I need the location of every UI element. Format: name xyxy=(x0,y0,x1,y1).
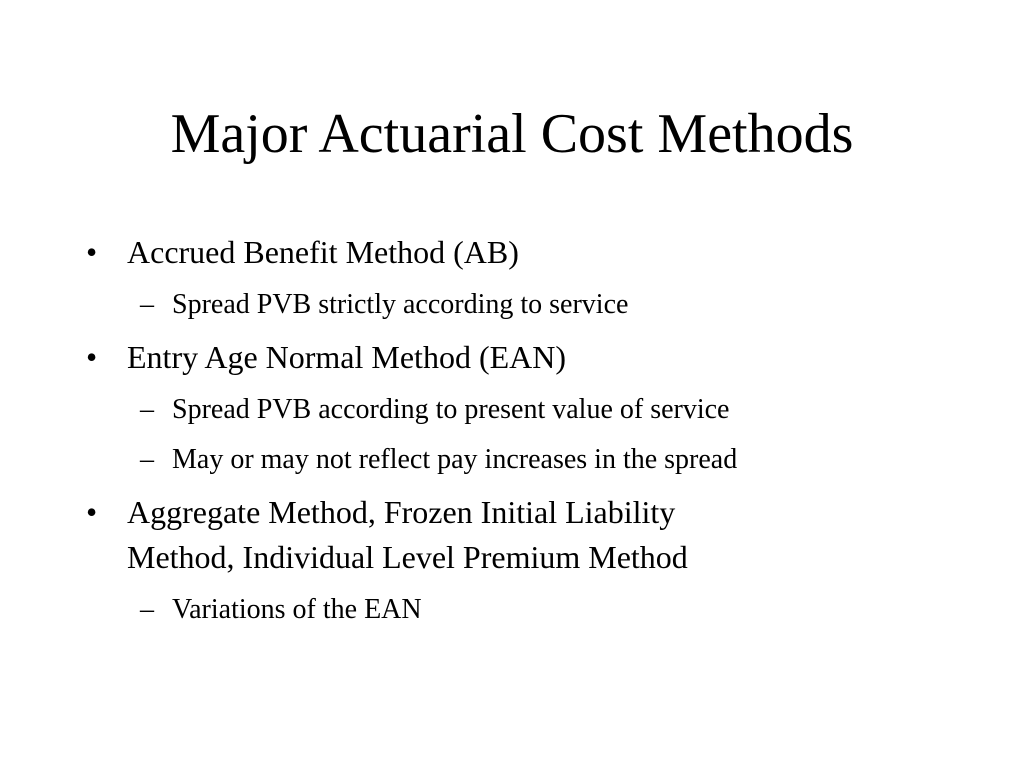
bullet-list xyxy=(82,230,982,630)
bullet-marker: • xyxy=(86,494,98,530)
sub-bullet-item xyxy=(82,590,982,630)
sub-bullet-text: Spread PVB strictly according to service xyxy=(172,289,629,320)
bullet-text: Entry Age Normal Method (EAN) xyxy=(127,339,567,375)
sub-bullet-text: May or may not reflect pay increases in the spread xyxy=(172,444,738,475)
sub-bullet-item xyxy=(82,390,982,430)
bullet-marker: • xyxy=(86,339,98,375)
dash-marker: – xyxy=(140,394,154,425)
bullet-item-accrued-benefit xyxy=(82,230,982,275)
bullet-item-entry-age-normal xyxy=(82,335,982,380)
sub-bullet-item xyxy=(82,285,982,325)
bullet-marker: • xyxy=(86,234,98,270)
sub-bullet-item xyxy=(82,440,982,480)
dash-marker: – xyxy=(140,444,154,475)
dash-marker: – xyxy=(140,594,154,625)
dash-marker: – xyxy=(140,289,154,320)
bullet-text-line-2: Method, Individual Level Premium Method xyxy=(127,539,688,575)
bullet-item-aggregate-method xyxy=(82,490,982,580)
sub-bullet-text: Spread PVB according to present value of service xyxy=(172,394,730,425)
bullet-text: Accrued Benefit Method (AB) xyxy=(127,234,519,270)
slide-title: Major Actuarial Cost Methods xyxy=(170,103,854,165)
bullet-text-line-1: Aggregate Method, Frozen Initial Liability xyxy=(127,494,676,530)
sub-bullet-text: Variations of the EAN xyxy=(172,594,422,625)
